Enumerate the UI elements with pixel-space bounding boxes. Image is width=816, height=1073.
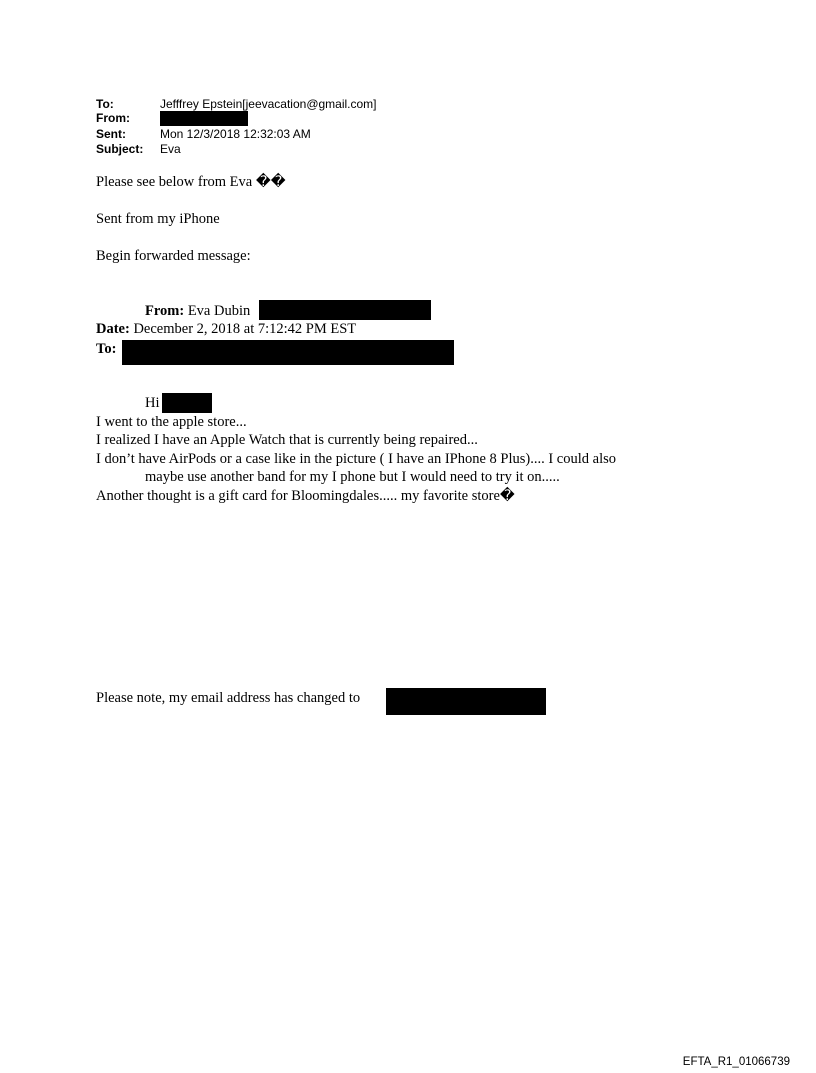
- message-line-4: maybe use another band for my I phone but I would need to try it on.....: [145, 469, 560, 485]
- header-sent-label: Sent:: [96, 127, 126, 141]
- closing-note: Please note, my email address has changed to: [96, 690, 361, 706]
- header-to-value: Jefffrey Epstein[jeevacation@gmail.com]: [160, 97, 377, 111]
- forwarded-date-value: December 2, 2018 at 7:12:42 PM EST: [133, 321, 357, 337]
- intro-text: Please see below from Eva ��: [96, 174, 286, 190]
- header-sent-value: Mon 12/3/2018 12:32:03 AM: [160, 127, 311, 141]
- signature-text: Sent from my iPhone: [96, 211, 220, 227]
- forwarded-date-label: Date:: [96, 321, 130, 337]
- header-from-label: From:: [96, 111, 130, 125]
- forwarded-date-row: [96, 321, 356, 338]
- forwarded-from-row: [145, 303, 250, 320]
- redaction-header-from: [160, 111, 248, 126]
- message-line-3: I don’t have AirPods or a case like in the picture ( I have an IPhone 8 Plus).... I could also: [96, 451, 616, 467]
- forward-note: Begin forwarded message:: [96, 248, 251, 264]
- forwarded-to-label: To:: [96, 341, 117, 357]
- message-line-5: Another thought is a gift card for Bloomingdales..... my favorite store�: [96, 488, 515, 504]
- redaction-forwarded-to: [122, 340, 454, 365]
- forwarded-from-label: From:: [145, 303, 185, 319]
- message-line-2: I realized I have an Apple Watch that is currently being repaired...: [96, 432, 478, 448]
- header-to-label: To:: [96, 97, 114, 111]
- redaction-greeting-name: [162, 393, 212, 413]
- greeting-text: Hi: [145, 395, 160, 411]
- message-line-1: I went to the apple store...: [96, 414, 247, 430]
- header-subject-label: Subject:: [96, 142, 144, 156]
- redaction-new-email: [386, 688, 546, 715]
- forwarded-from-value: Eva Dubin: [187, 303, 251, 319]
- forwarded-to-row: [96, 341, 116, 358]
- header-subject-value: Eva: [160, 142, 181, 156]
- document-id: EFTA_R1_01066739: [682, 1056, 790, 1068]
- redaction-forwarded-from-email: [259, 300, 431, 320]
